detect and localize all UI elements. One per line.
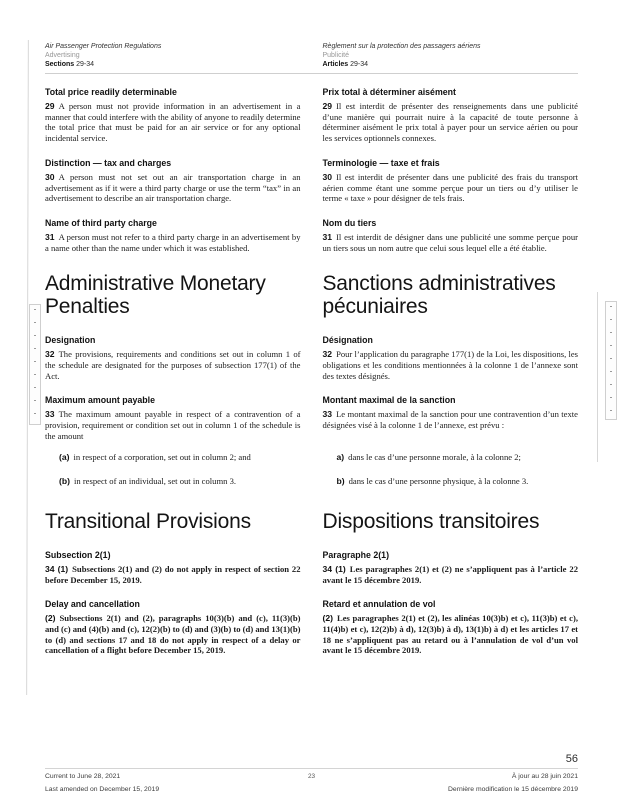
part-heading-en: Transitional Provisions [45,509,251,533]
provision-number: b) [336,476,345,487]
page-number: 56 [565,753,578,765]
paragraph-fr: 33 Le montant maximal de la sanction pour une contravention d’un texte désignées visé à la colonne 1 de l’annexe, est prévu : [322,409,578,431]
amended-fr: Dernière modification le 15 décembre 2019 [448,786,578,793]
paragraph-en: 34 (1) Subsections 2(1) and (2) do not apply in respect of section 22 before December 15, 2019. [45,563,301,585]
marginal-note-fr: Nom du tiers [322,217,377,228]
doc-subtitle-fr: Publicité [322,52,349,59]
part-heading-fr: Sanctions administratives pécuniaires [322,272,556,319]
provision-number: (2) [45,613,56,624]
paragraph-fr: 29 Il est interdit de présenter des renseignements dans une publicité d’une manière qui pourrait nuire à la capacité de toute personne à déterminer aisément le prix total à payer pour un service aérien ou pour les services optionnels connexes. [322,101,578,144]
marginal-note-fr: Montant maximal de la sanction [322,395,456,406]
paragraph-en: 33 The maximum amount payable in respect of a contravention of a provision, requirement or condition set out in column 1 of the schedule is the amount [45,409,301,441]
marginal-note-fr: Retard et annulation de vol [322,599,436,610]
paragraph-en: 32 The provisions, requirements and conditions set out in column 1 of the schedule are designated for the purposes of subsection 177(1) of the Act. [45,349,301,381]
paragraph-en: 30 A person must not set out an air transportation charge in an advertisement as if it were a third party charge or use the term “tax” in an advertisement to describe an air transportation charge. [45,171,301,204]
paragraph-fr: 32 Pour l’application du paragraphe 177(1) de la Loi, les dispositions, les obligations et les conditions mentionnées à la colonne 1 de l’annexe sont des textes désignés. [322,349,578,381]
marginal-note-en: Name of third party charge [45,217,157,228]
provision-number: 29 [322,101,333,111]
scan-edge-line-right [597,292,598,462]
sheet-number: 23 [307,773,316,780]
marginal-note-fr: Terminologie — taxe et frais [322,157,440,168]
paragraph-en: 31 A person must not refer to a third party charge in an advertisement by a name other than the name under which it was established. [45,231,301,253]
sections-value-en: 29-34 [76,61,95,68]
list-item-fr: a) dans le cas d’une personne morale, à la colonne 2; [336,451,521,462]
marginal-note-fr: Désignation [322,335,373,346]
provision-number: 29 [45,101,55,111]
provision-number: 34 (1) [45,563,69,574]
paragraph-fr: 34 (1) Les paragraphes 2(1) et (2) ne s’appliquent pas à l’article 22 avant le 15 décembre 2019. [322,563,578,585]
provision-number: 30 [45,171,55,182]
paragraph-fr: 31 Il est interdit de désigner dans une publicité une somme perçue pour un tiers sous un nom autre que celui sous lequel elle a été établie. [322,231,578,253]
amended-en: Last amended on December 15, 2019 [45,786,160,793]
bilingual-content [45,84,578,659]
list-item-en: (b) in respect of an individual, set out in column 3. [59,476,237,487]
page-header [45,42,578,69]
sections-value-fr: 29-34 [350,61,369,68]
provision-number: 31 [45,231,55,242]
doc-title-en: Air Passenger Protection Regulations [45,43,162,50]
sections-label-fr: Articles [322,61,349,68]
marginal-note-en: Distinction — tax and charges [45,157,172,168]
current-to-en: Current to June 28, 2021 [45,773,121,780]
marginal-note-en: Delay and cancellation [45,599,140,610]
provision-number: 30 [322,171,333,182]
provision-number: 33 [45,409,55,420]
marginal-note-en: Subsection 2(1) [45,549,111,560]
marginal-note-fr: Prix total à déterminer aisément [322,87,456,97]
list-item-en: (a) in respect of a corporation, set out in column 2; and [59,451,251,462]
sections-range-en [45,60,301,69]
footer-rule [45,768,578,769]
sections-label-en: Sections [45,61,75,68]
marginal-note-en: Total price readily determinable [45,87,177,97]
provision-number: 31 [322,231,333,242]
doc-subtitle-en: Advertising [45,52,80,59]
header-en [45,42,301,69]
paragraph-en: (2) Subsections 2(1) and (2), paragraphs 10(3)(b) and (c), 11(3)(b) and (c) and (4)(b) and (c), 12(2)(b) to (d) and (3)(b) to (d) and 13(1)(b) to (d) and sections 17 and 18 do not apply in respect of a delay or cancellation of a flight before December 15, 2019. [45,613,301,656]
provision-number: (a) [59,451,70,462]
marginal-note-en: Maximum amount payable [45,395,155,406]
marginal-note-en: Designation [45,335,96,346]
amendment-marker-left [29,304,41,425]
paragraph-fr: (2) Les paragraphes 2(1) et (2), les alinéas 10(3)b) et c), 11(3)b) et c), 11(4)b) et c), 12(2)b) à d), 12(3)b) à d), 13(1)b) à d) et les articles 17 et 18 ne s’appliquent pas au retard ou à l’annulation de vol d’un vol avant le 15 décembre 2019. [322,613,578,656]
amendment-marker-right [605,301,617,420]
provision-number: a) [336,451,345,462]
provision-number: 33 [322,409,333,420]
sections-range-fr [323,60,579,69]
header-fr [323,42,579,69]
part-heading-fr: Dispositions transitoires [322,509,540,533]
header-rule [45,73,578,74]
page-footer [45,753,578,799]
provision-number: (2) [322,613,334,624]
marginal-note-fr: Paragraphe 2(1) [322,549,389,560]
paragraph-fr: 30 Il est interdit de présenter dans une publicité des frais du transport aérien comme étant une somme perçue pour un tiers ou d’y utiliser le terme « taxe » pour désigner de tels frais. [322,171,578,204]
provision-number: 32 [322,349,333,360]
footer-row-amended [45,786,578,794]
provision-number: (b) [59,476,70,487]
paragraph-en: 29 A person must not provide information in an advertisement in a manner that could interfere with the ability of anyone to readily determine the total price that must be paid for an air service or for any optional incidental service. [45,101,301,144]
footer-row-current [45,773,578,781]
list-item-fr: b) dans le cas d’une personne physique, à la colonne 3. [336,476,529,487]
part-heading-en: Administrative Monetary Penalties [45,272,266,319]
provision-number: 32 [45,349,55,360]
doc-title-fr: Règlement sur la protection des passagers aériens [322,43,481,50]
current-to-fr: À jour au 28 juin 2021 [511,773,578,780]
provision-number: 34 (1) [322,563,346,574]
